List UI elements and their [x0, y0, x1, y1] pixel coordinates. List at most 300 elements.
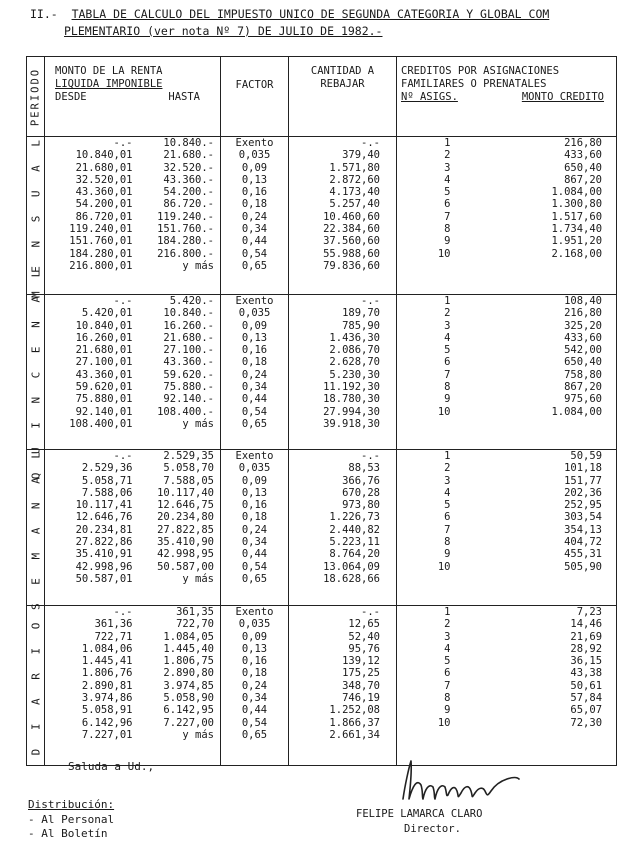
desde-value: 722,71	[94, 630, 133, 643]
cantidad-value: 88,53	[348, 462, 380, 475]
distribution-item: - Al Boletín	[28, 827, 108, 840]
n-asigs-value: 5	[444, 344, 451, 357]
title-line-1: TABLA DE CALCULO DEL IMPUESTO UNICO DE SEGUNDA CATEGORIA Y GLOBAL COM	[71, 7, 550, 21]
factor-value: 0,18	[241, 198, 268, 211]
desde-value: 5.058,71	[81, 474, 133, 487]
monto-credito-value: 325,20	[564, 319, 603, 332]
n-asigs-value: 9	[444, 704, 451, 717]
factor-value: 0,16	[241, 655, 268, 668]
hasta-cell	[137, 450, 221, 606]
factor-value: 0,18	[241, 511, 268, 524]
monto-credito-value: 1.300,80	[551, 198, 603, 211]
factor-cell	[221, 137, 289, 295]
desde-cell	[45, 606, 137, 766]
factor-value: Exento	[235, 295, 274, 307]
hasta-value: 20.234,80	[157, 511, 214, 524]
monto-credito-cell	[455, 137, 617, 295]
n-asigs-value: 9	[444, 393, 451, 406]
distribution-item: - Al Personal	[28, 813, 115, 826]
monto-credito-value: 14,46	[570, 618, 603, 631]
monto-credito-value: 1.951,20	[551, 235, 603, 248]
hasta-value: 35.410,90	[157, 536, 214, 549]
cantidad-value: 1.436,30	[329, 331, 380, 344]
header-monto-credito: MONTO CREDITO	[521, 91, 605, 103]
hasta-value: 86.720.-	[163, 198, 214, 211]
cantidad-cell	[289, 450, 397, 606]
cantidad-value: 348,70	[342, 679, 380, 692]
cantidad-value: 4.173,40	[329, 186, 380, 199]
monto-credito-value: 202,36	[564, 486, 603, 499]
hasta-value: 10.840.-	[163, 137, 214, 149]
n-asigs-value: 10	[437, 247, 451, 260]
factor-value: 0,34	[241, 381, 268, 394]
hasta-value: 50.587,00	[157, 560, 214, 573]
hasta-value: 119.240.-	[157, 210, 214, 223]
factor-value: 0,54	[241, 405, 268, 418]
n-asigs-value: 6	[444, 667, 451, 680]
hasta-value: 7.588,05	[163, 474, 214, 487]
n-asigs-value: 7	[444, 523, 451, 536]
desde-value: -.-	[113, 137, 133, 149]
monto-credito-value: 542,00	[564, 344, 603, 357]
n-asigs-value: 10	[437, 405, 451, 418]
factor-value: 0,24	[241, 368, 268, 381]
factor-cell	[221, 450, 289, 606]
cantidad-cell	[289, 137, 397, 295]
hasta-value: 5.420.-	[169, 295, 214, 307]
hasta-value: 27.822,85	[157, 523, 214, 536]
hasta-value: 54.200.-	[163, 186, 214, 199]
cantidad-value: -.-	[361, 137, 380, 149]
cantidad-value: 2.872,60	[329, 173, 380, 186]
desde-value: 5.058,91	[81, 704, 133, 717]
n-asigs-value: 5	[444, 655, 451, 668]
hasta-cell	[137, 295, 221, 450]
hasta-cell	[137, 137, 221, 295]
factor-value: 0,44	[241, 548, 268, 561]
hasta-value: 12.646,75	[157, 499, 214, 512]
factor-value: Exento	[235, 137, 274, 149]
desde-value: 16.260,01	[75, 331, 133, 344]
cantidad-value: 55.988,60	[323, 247, 380, 260]
n-asigs-value: 8	[444, 381, 451, 394]
cantidad-value: 5.230,30	[329, 368, 380, 381]
header-row	[27, 57, 617, 137]
factor-value: 0,34	[241, 536, 268, 549]
monto-credito-value: 1.084,00	[551, 186, 603, 199]
period-label: M E N S U A L	[29, 133, 42, 298]
document-title	[30, 6, 549, 40]
n-asigs-value: 4	[444, 486, 451, 499]
factor-value: 0,54	[241, 560, 268, 573]
monto-credito-value: 65,07	[570, 704, 603, 717]
n-asigs-value: 6	[444, 356, 451, 369]
cantidad-value: 1.252,08	[329, 704, 380, 717]
title-line-2: PLEMENTARIO (ver nota Nº 7) DE JULIO DE 1982.-	[64, 24, 383, 38]
period-group-row	[27, 606, 617, 766]
n-asigs-cell	[397, 606, 455, 766]
n-asigs-cell	[397, 295, 455, 450]
hasta-value: 1.806,75	[163, 655, 214, 668]
factor-value: 0,54	[241, 716, 268, 729]
cantidad-value: -.-	[361, 606, 380, 618]
period-group-row	[27, 450, 617, 606]
monto-credito-value: 2.168,00	[551, 247, 603, 260]
monto-credito-cell	[455, 295, 617, 450]
monto-credito-value: 867,20	[564, 381, 603, 394]
hasta-value: 43.360.-	[163, 356, 214, 369]
hasta-value: 5.058,90	[163, 692, 214, 705]
cantidad-value: 10.460,60	[323, 210, 380, 223]
hasta-value: y más	[182, 259, 214, 272]
monto-credito-value: 505,90	[564, 560, 603, 573]
n-asigs-value: 4	[444, 642, 451, 655]
factor-value: 0,24	[241, 210, 268, 223]
desde-value: 10.840,01	[75, 319, 133, 332]
monto-credito-value: 216,80	[564, 307, 603, 320]
desde-value: 10.117,41	[75, 499, 133, 512]
cantidad-value: 189,70	[342, 307, 380, 320]
monto-credito-cell	[455, 606, 617, 766]
desde-value: 361,36	[94, 618, 133, 631]
cantidad-value: 37.560,60	[323, 235, 380, 248]
hasta-value: 10.117,40	[157, 486, 214, 499]
factor-value: 0,09	[241, 161, 268, 174]
header-monto-line2: LIQUIDA IMPONIBLE	[55, 78, 163, 90]
n-asigs-value: 1	[444, 137, 451, 149]
header-cantidad	[289, 57, 397, 137]
header-hasta: HASTA	[168, 91, 200, 103]
factor-value: 0,035	[238, 618, 271, 631]
n-asigs-value: 3	[444, 474, 451, 487]
hasta-value: 361,35	[176, 606, 214, 618]
cantidad-value: 18.780,30	[323, 393, 380, 406]
factor-value: 0,24	[241, 679, 268, 692]
monto-credito-value: 455,31	[564, 548, 603, 561]
cantidad-value: 785,90	[342, 319, 380, 332]
n-asigs-value: 5	[444, 186, 451, 199]
n-asigs-value: 1	[444, 450, 451, 462]
hasta-value: 21.680.-	[163, 149, 214, 162]
factor-value: 0,44	[241, 393, 268, 406]
factor-value: 0,65	[241, 728, 268, 741]
factor-value: 0,09	[241, 474, 268, 487]
cantidad-value: 973,80	[342, 499, 380, 512]
monto-credito-value: 1.734,40	[551, 223, 603, 236]
header-creditos-line2: FAMILIARES O PRENATALES	[401, 78, 547, 90]
desde-value: 21.680,01	[75, 161, 133, 174]
header-factor	[221, 57, 289, 137]
n-asigs-value: 9	[444, 548, 451, 561]
monto-credito-value: 650,40	[564, 356, 603, 369]
hasta-value: 42.998,95	[157, 548, 214, 561]
hasta-value: 27.100.-	[163, 344, 214, 357]
cantidad-value: 2.628,70	[329, 356, 380, 369]
n-asigs-value: 2	[444, 462, 451, 475]
monto-credito-value: 57,84	[570, 692, 603, 705]
header-creditos	[397, 57, 617, 137]
cantidad-value: 52,40	[348, 630, 380, 643]
n-asigs-value: 9	[444, 235, 451, 248]
cantidad-value: 12,65	[348, 618, 380, 631]
factor-value: 0,65	[241, 259, 268, 272]
signer-name: FELIPE LAMARCA CLARO	[356, 808, 483, 820]
cantidad-value: 18.628,66	[323, 572, 380, 585]
hasta-value: 16.260.-	[163, 319, 214, 332]
desde-value: 3.974,86	[81, 692, 133, 705]
factor-value: 0,16	[241, 186, 268, 199]
n-asigs-value: 8	[444, 692, 451, 705]
n-asigs-value: 7	[444, 679, 451, 692]
cantidad-value: 79.836,60	[323, 259, 380, 272]
monto-credito-value: 354,13	[564, 523, 603, 536]
desde-value: 216.800,01	[69, 259, 133, 272]
hasta-cell	[137, 606, 221, 766]
monto-credito-value: 758,80	[564, 368, 603, 381]
cantidad-value: 13.064,09	[323, 560, 380, 573]
hasta-value: 92.140.-	[163, 393, 214, 406]
signer-role: Director.	[404, 823, 461, 835]
desde-cell	[45, 450, 137, 606]
desde-value: 50.587,01	[75, 572, 133, 585]
hasta-value: 151.760.-	[157, 223, 214, 236]
factor-value: 0,13	[241, 173, 268, 186]
hasta-value: 7.227,00	[163, 716, 214, 729]
n-asigs-value: 8	[444, 223, 451, 236]
monto-credito-value: 975,60	[564, 393, 603, 406]
cantidad-value: 2.086,70	[329, 344, 380, 357]
tax-table	[26, 56, 617, 766]
n-asigs-value: 3	[444, 161, 451, 174]
desde-value: 7.227,01	[81, 728, 133, 741]
desde-value: 10.840,01	[75, 149, 133, 162]
desde-value: 32.520,01	[75, 173, 133, 186]
cantidad-value: 22.384,60	[323, 223, 380, 236]
n-asigs-value: 4	[444, 173, 451, 186]
n-asigs-value: 7	[444, 210, 451, 223]
header-n-asigs: Nº ASIGS.	[401, 91, 458, 103]
n-asigs-value: 1	[444, 295, 451, 307]
desde-value: 35.410,91	[75, 548, 133, 561]
desde-cell	[45, 137, 137, 295]
monto-credito-value: 303,54	[564, 511, 603, 524]
header-periodo-label: PERIODO	[29, 67, 41, 126]
n-asigs-value: 4	[444, 331, 451, 344]
n-asigs-value: 3	[444, 630, 451, 643]
closing-salutation: Saluda a Ud.,	[68, 760, 155, 773]
hasta-value: 2.890,80	[163, 667, 214, 680]
factor-value: 0,65	[241, 572, 268, 585]
desde-value: 27.822,86	[75, 536, 133, 549]
monto-credito-value: 151,77	[564, 474, 603, 487]
hasta-value: y más	[182, 417, 214, 430]
hasta-value: 59.620.-	[163, 368, 214, 381]
cantidad-value: 2.440,82	[329, 523, 380, 536]
factor-value: 0,18	[241, 356, 268, 369]
n-asigs-value: 10	[437, 560, 451, 573]
hasta-value: 6.142,95	[163, 704, 214, 717]
monto-credito-value: 36,15	[570, 655, 603, 668]
n-asigs-value: 10	[437, 716, 451, 729]
monto-credito-value: 21,69	[570, 630, 603, 643]
factor-value: 0,16	[241, 344, 268, 357]
monto-credito-value: 1.084,00	[551, 405, 603, 418]
desde-value: 27.100,01	[75, 356, 133, 369]
header-monto	[45, 57, 221, 137]
hasta-value: 1.084,05	[163, 630, 214, 643]
hasta-value: 3.974,85	[163, 679, 214, 692]
desde-value: 184.280,01	[69, 247, 133, 260]
cantidad-value: 11.192,30	[323, 381, 380, 394]
monto-credito-value: 216,80	[564, 137, 603, 149]
cantidad-value: -.-	[361, 295, 380, 307]
hasta-value: 5.058,70	[163, 462, 214, 475]
n-asigs-value: 6	[444, 198, 451, 211]
desde-value: 108.400,01	[69, 417, 133, 430]
monto-credito-value: 50,61	[570, 679, 603, 692]
header-cantidad-line1: CANTIDAD A	[310, 65, 375, 77]
monto-credito-value: 650,40	[564, 161, 603, 174]
cantidad-value: 5.257,40	[329, 198, 380, 211]
cantidad-value: 95,76	[348, 642, 380, 655]
factor-value: 0,16	[241, 499, 268, 512]
monto-credito-value: 101,18	[564, 462, 603, 475]
n-asigs-value: 2	[444, 307, 451, 320]
hasta-value: y más	[182, 728, 214, 741]
desde-value: 43.360,01	[75, 368, 133, 381]
monto-credito-value: 108,40	[564, 295, 603, 307]
factor-value: Exento	[235, 606, 274, 618]
desde-value: 7.588,06	[81, 486, 133, 499]
desde-value: 86.720,01	[75, 210, 133, 223]
desde-value: 59.620,01	[75, 381, 133, 394]
cantidad-value: 1.866,37	[329, 716, 380, 729]
desde-value: 2.529,36	[81, 462, 133, 475]
period-cell	[27, 606, 45, 766]
factor-value: 0,13	[241, 331, 268, 344]
header-creditos-line1: CREDITOS POR ASIGNACIONES	[401, 65, 560, 77]
desde-value: 92.140,01	[75, 405, 133, 418]
n-asigs-value: 8	[444, 536, 451, 549]
desde-value: 2.890,81	[81, 679, 133, 692]
factor-cell	[221, 295, 289, 450]
factor-value: 0,34	[241, 692, 268, 705]
factor-value: Exento	[235, 450, 274, 462]
monto-credito-value: 43,38	[570, 667, 603, 680]
hasta-value: 722,70	[176, 618, 214, 631]
header-cantidad-line2: REBAJAR	[320, 78, 365, 90]
hasta-value: 10.840.-	[163, 307, 214, 320]
factor-value: 0,65	[241, 417, 268, 430]
n-asigs-value: 3	[444, 319, 451, 332]
desde-value: 119.240,01	[69, 223, 133, 236]
factor-value: 0,24	[241, 523, 268, 536]
cantidad-value: 175,25	[342, 667, 380, 680]
factor-value: 0,34	[241, 223, 268, 236]
n-asigs-value: 2	[444, 149, 451, 162]
factor-value: 0,44	[241, 704, 268, 717]
monto-credito-value: 867,20	[564, 173, 603, 186]
cantidad-value: 27.994,30	[323, 405, 380, 418]
factor-value: 0,09	[241, 319, 268, 332]
desde-value: -.-	[113, 450, 133, 462]
monto-credito-value: 404,72	[564, 536, 603, 549]
hasta-value: 2.529,35	[163, 450, 214, 462]
factor-value: 0,13	[241, 642, 268, 655]
desde-cell	[45, 295, 137, 450]
cantidad-value: 746,19	[342, 692, 380, 705]
monto-credito-value: 28,92	[570, 642, 603, 655]
hasta-value: y más	[182, 572, 214, 585]
monto-credito-value: 433,60	[564, 331, 603, 344]
cantidad-value: 366,76	[342, 474, 380, 487]
period-cell	[27, 445, 45, 610]
factor-value: 0,54	[241, 247, 268, 260]
factor-value: 0,035	[238, 462, 271, 475]
desde-value: -.-	[113, 295, 133, 307]
table-body	[27, 133, 617, 766]
desde-value: 1.084,06	[81, 642, 133, 655]
monto-credito-value: 1.517,60	[551, 210, 603, 223]
monto-credito-value: 252,95	[564, 499, 603, 512]
period-cell	[27, 264, 45, 480]
desde-value: 20.234,81	[75, 523, 133, 536]
period-group-row	[27, 295, 617, 450]
period-label: S E M A N A L	[29, 445, 42, 610]
period-label: Q U I N C E N A L	[29, 264, 42, 480]
desde-value: -.-	[113, 606, 133, 618]
title-prefix: II.-	[30, 7, 58, 21]
hasta-value: 21.680.-	[163, 331, 214, 344]
cantidad-value: 379,40	[342, 149, 380, 162]
factor-value: 0,09	[241, 630, 268, 643]
header-factor-label: FACTOR	[235, 79, 274, 91]
header-monto-line1: MONTO DE LA RENTA	[55, 65, 163, 77]
desde-value: 21.680,01	[75, 344, 133, 357]
cantidad-value: 2.661,34	[329, 728, 380, 741]
factor-cell	[221, 606, 289, 766]
hasta-value: 216.800.-	[157, 247, 214, 260]
period-group-row	[27, 137, 617, 295]
desde-value: 151.760,01	[69, 235, 133, 248]
cantidad-cell	[289, 606, 397, 766]
hasta-value: 75.880.-	[163, 381, 214, 394]
cantidad-value: 1.571,80	[329, 161, 380, 174]
desde-value: 1.445,41	[81, 655, 133, 668]
desde-value: 1.806,76	[81, 667, 133, 680]
hasta-value: 1.445,40	[163, 642, 214, 655]
cantidad-value: 5.223,11	[329, 536, 380, 549]
header-periodo	[27, 57, 45, 137]
desde-value: 43.360,01	[75, 186, 133, 199]
monto-credito-value: 72,30	[570, 716, 603, 729]
n-asigs-value: 2	[444, 618, 451, 631]
n-asigs-cell	[397, 450, 455, 606]
desde-value: 54.200,01	[75, 198, 133, 211]
factor-value: 0,44	[241, 235, 268, 248]
hasta-value: 43.360.-	[163, 173, 214, 186]
hasta-value: 184.280.-	[157, 235, 214, 248]
desde-value: 42.998,96	[75, 560, 133, 573]
monto-credito-value: 433,60	[564, 149, 603, 162]
n-asigs-value: 5	[444, 499, 451, 512]
n-asigs-value: 7	[444, 368, 451, 381]
cantidad-value: 670,28	[342, 486, 380, 499]
factor-value: 0,035	[238, 149, 271, 162]
cantidad-value: 139,12	[342, 655, 380, 668]
monto-credito-value: 50,59	[570, 450, 603, 462]
factor-value: 0,13	[241, 486, 268, 499]
